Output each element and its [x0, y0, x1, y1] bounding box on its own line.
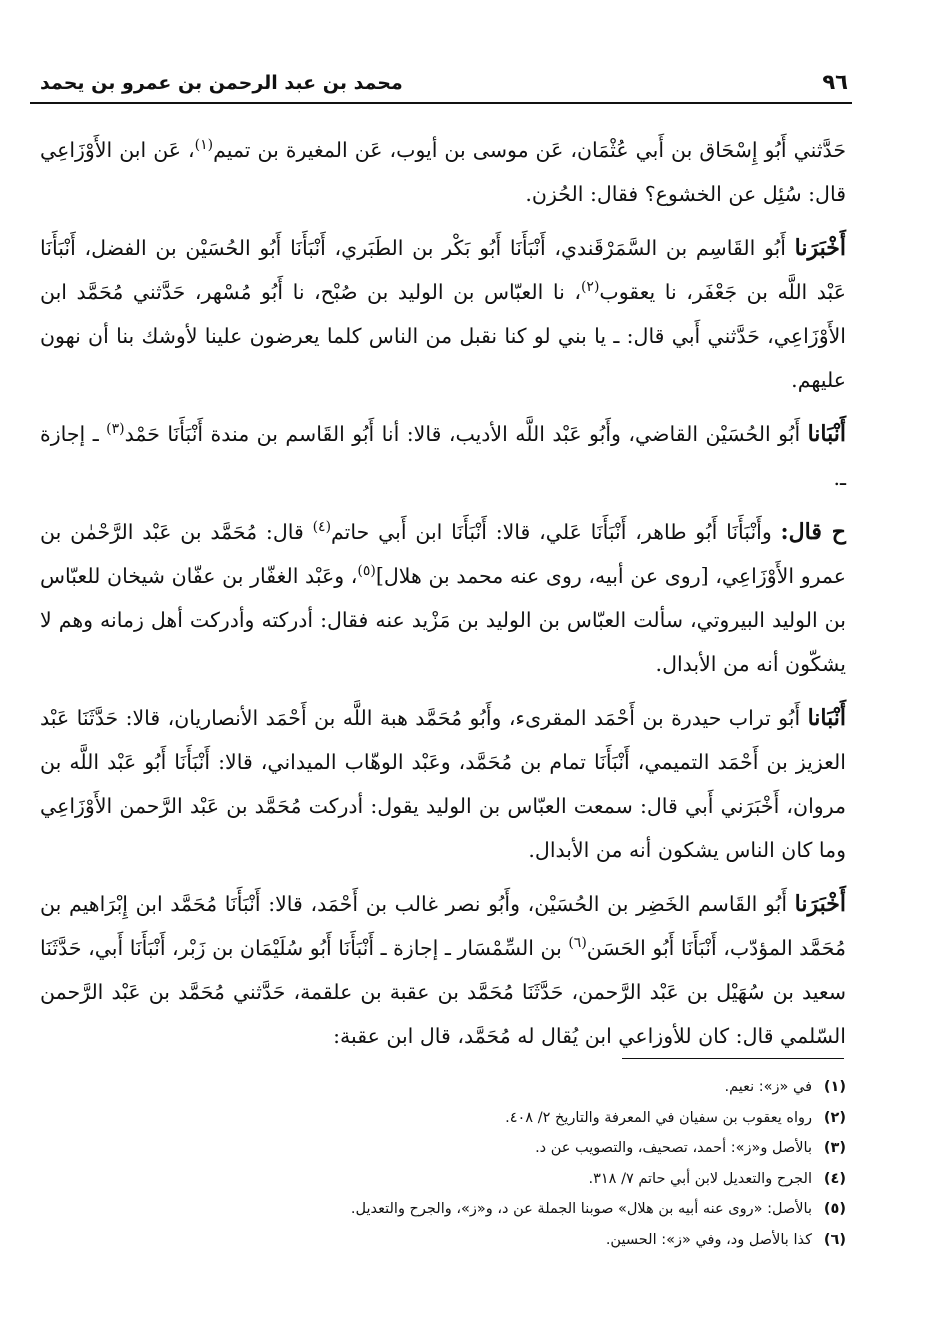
footnote-ref-1: (١) [194, 137, 214, 154]
header-rule [30, 102, 852, 104]
footnotes-list [106, 1072, 846, 1255]
footnote [106, 1194, 846, 1225]
footnote-ref-3: (٣) [106, 421, 125, 438]
paragraph-1 [40, 128, 846, 216]
page-number: ٩٦ [822, 70, 848, 94]
footnote-text: بالأصل و«ز»: أحمد، تصحيف، والتصويب عن د. [535, 1140, 812, 1156]
footnote-text: كذا بالأصل ود، وفي «ز»: الحسين. [605, 1231, 812, 1248]
footnote-number: (٢) [823, 1109, 846, 1126]
footnote [106, 1133, 846, 1164]
footnote-number: (١) [823, 1079, 846, 1095]
footnote-number: (٥) [823, 1201, 846, 1217]
footnote-separator [622, 1058, 844, 1059]
footnote-text: رواه يعقوب بن سفيان في المعرفة والتاريخ ٢/ ٤٠٨. [505, 1109, 812, 1126]
footnote-text: بالأصل: «روى عنه أبيه بن هلال» صوبنا الجملة عن د، و«ز»، والجرح والتعديل. [350, 1201, 812, 1217]
paragraph-segment: قال: مُحَمَّد بن عَبْد الرَّحْمٰن بن عمرو الأَوْزَاعِي، [روى عن أبيه، روى عنه محمد بن هلال] [40, 520, 846, 588]
footnote [106, 1164, 846, 1195]
paragraph-segment: أَبُو القَاسِم بن السَّمَرْقَندي، أَنْبَأَنَا أَبُو بَكْر بن الطَبَري، أَنْبَأَنَا أَبُو الحُسَيْن بن الفضل، أَنْبَأَنَا عَبْد اللَّه بن جَعْفَر، نا يعقوب [40, 236, 846, 304]
footnote [106, 1225, 846, 1256]
footnote-ref-2: (٢) [580, 279, 600, 296]
footnote-ref-5: (٥) [357, 563, 376, 580]
footnote [106, 1072, 846, 1103]
paragraph-lead-word: أَخْبَرَنا [794, 891, 846, 917]
main-text [40, 128, 846, 1068]
paragraph-segment: حَدَّثني أَبُو إِسْحَاق بن أَبي عُثْمَان، عَن موسى بن أيوب، عَن المغيرة بن تميم [213, 138, 846, 162]
paragraph-lead-word: أَخْبَرَنا [794, 235, 846, 261]
running-title: محمد بن عبد الرحمن بن عمرو بن يحمد [40, 72, 403, 94]
paragraph-segment: أَبُو القَاسم الخَضِر بن الحُسَيْن، وأَبُو نصر غالب بن أَحْمَد، قالا: أَنْبَأَنَا مُحَمَّد ابن إِبْرَاهيم بن مُحَمَّد المؤدّب، أَنْبَأَنَا أَبُو الحَسَن [40, 892, 847, 960]
paragraph-segment: ـ إجازة ـ. [40, 422, 846, 490]
footnote-ref-6: (٦) [568, 935, 587, 952]
paragraph-segment: ، عَن ابن الأَوْزَاعِي قال: سُئِل عن الخشوع؟ فقال: الحُزن. [40, 138, 846, 206]
paragraph-lead-word: أَنْبَانا [807, 421, 846, 447]
paragraph-2 [40, 226, 846, 402]
paragraph-segment: ، نا العبّاس بن الوليد بن صُبْح، نا أَبُو مُسْهر، حَدَّثني مُحَمَّد ابن الأَوْزَاعِي، حَدَّثني أَبي قال: ـ يا بني لو كنا نقبل من الناس كلما يعرضون علينا لأوشك بنا أن نهون عليهم. [40, 280, 846, 392]
paragraph-lead-word: أَنْبَانا [807, 705, 846, 731]
paragraph-segment: أَبُو الحُسَيْن القاضي، وأَبُو عَبْد اللَّه الأديب، قالا: أنا أَبُو القَاسم بن مندة أَنْبَأَنَا حَمْد [124, 422, 808, 446]
running-header [40, 62, 848, 94]
footnote-number: (٦) [823, 1231, 846, 1248]
footnote-text: في «ز»: نعيم. [724, 1079, 812, 1095]
paragraph-6 [40, 882, 846, 1058]
footnote-ref-4: (٤) [312, 519, 332, 536]
footnote-number: (٤) [823, 1170, 846, 1187]
paragraph-3 [40, 412, 846, 500]
paragraph-segment: بن السِّمْسَار ـ إجازة ـ أَنْبَأَنَا أَبُو سُلَيْمَان بن زَبْر، أَنْبَأَنَا أَبي، حَدَّثَنَا سعيد بن سُهَيْل بن عَبْد الرَّحمن، حَدَّثَنَا مُحَمَّد بن عقبة بن علقمة، حَدَّثني مُحَمَّد بن عَبْد الرَّحمن السّلمي قال: كان للأوزاعي ابن يُقال له مُحَمَّد، قال ابن عقبة: [40, 936, 846, 1048]
footnote-number: (٣) [823, 1140, 846, 1156]
paragraph-5 [40, 696, 846, 872]
paragraph-segment: وأَنْبَأَنَا أَبُو طاهر، أَنْبَأَنَا عَلي، قالا: أَنْبَأَنَا ابن أَبي حاتم [331, 520, 781, 544]
paragraph-lead-word: ح قال: [780, 519, 846, 545]
paragraph-segment: ، وعَبْد الغفّار بن عفّان شيخان للعبّاس بن الوليد البيروتي، سألت العبّاس بن الوليد بن مَزْيد عنه فقال: أدركته وأدركت أهل زمانه وهم لا يشكّون أنه من الأبدال. [40, 564, 846, 676]
footnote [106, 1103, 846, 1134]
paragraph-segment: أَبُو تراب حيدرة بن أَحْمَد المقرىء، وأَبُو مُحَمَّد هبة اللَّه بن أَحْمَد الأنصاريان، قالا: حَدَّثَنَا عَبْد العزيز بن أَحْمَد التميمي، أَنْبَأَنَا تمام بن مُحَمَّد، وعَبْد الوهّاب الميداني، قالا: أَنْبَأَنَا أَبُو عَبْد اللَّه بن مروان، أَخْبَرَني أَبي قال: سمعت العبّاس بن الوليد يقول: أدركت مُحَمَّد بن عَبْد الرَّحمن الأَوْزَاعِي وما كان الناس يشكون أنه من الأبدال. [40, 706, 846, 862]
footnote-text: الجرح والتعديل لابن أبي حاتم ٧/ ٣١٨. [588, 1170, 812, 1187]
paragraph-4 [40, 510, 846, 686]
